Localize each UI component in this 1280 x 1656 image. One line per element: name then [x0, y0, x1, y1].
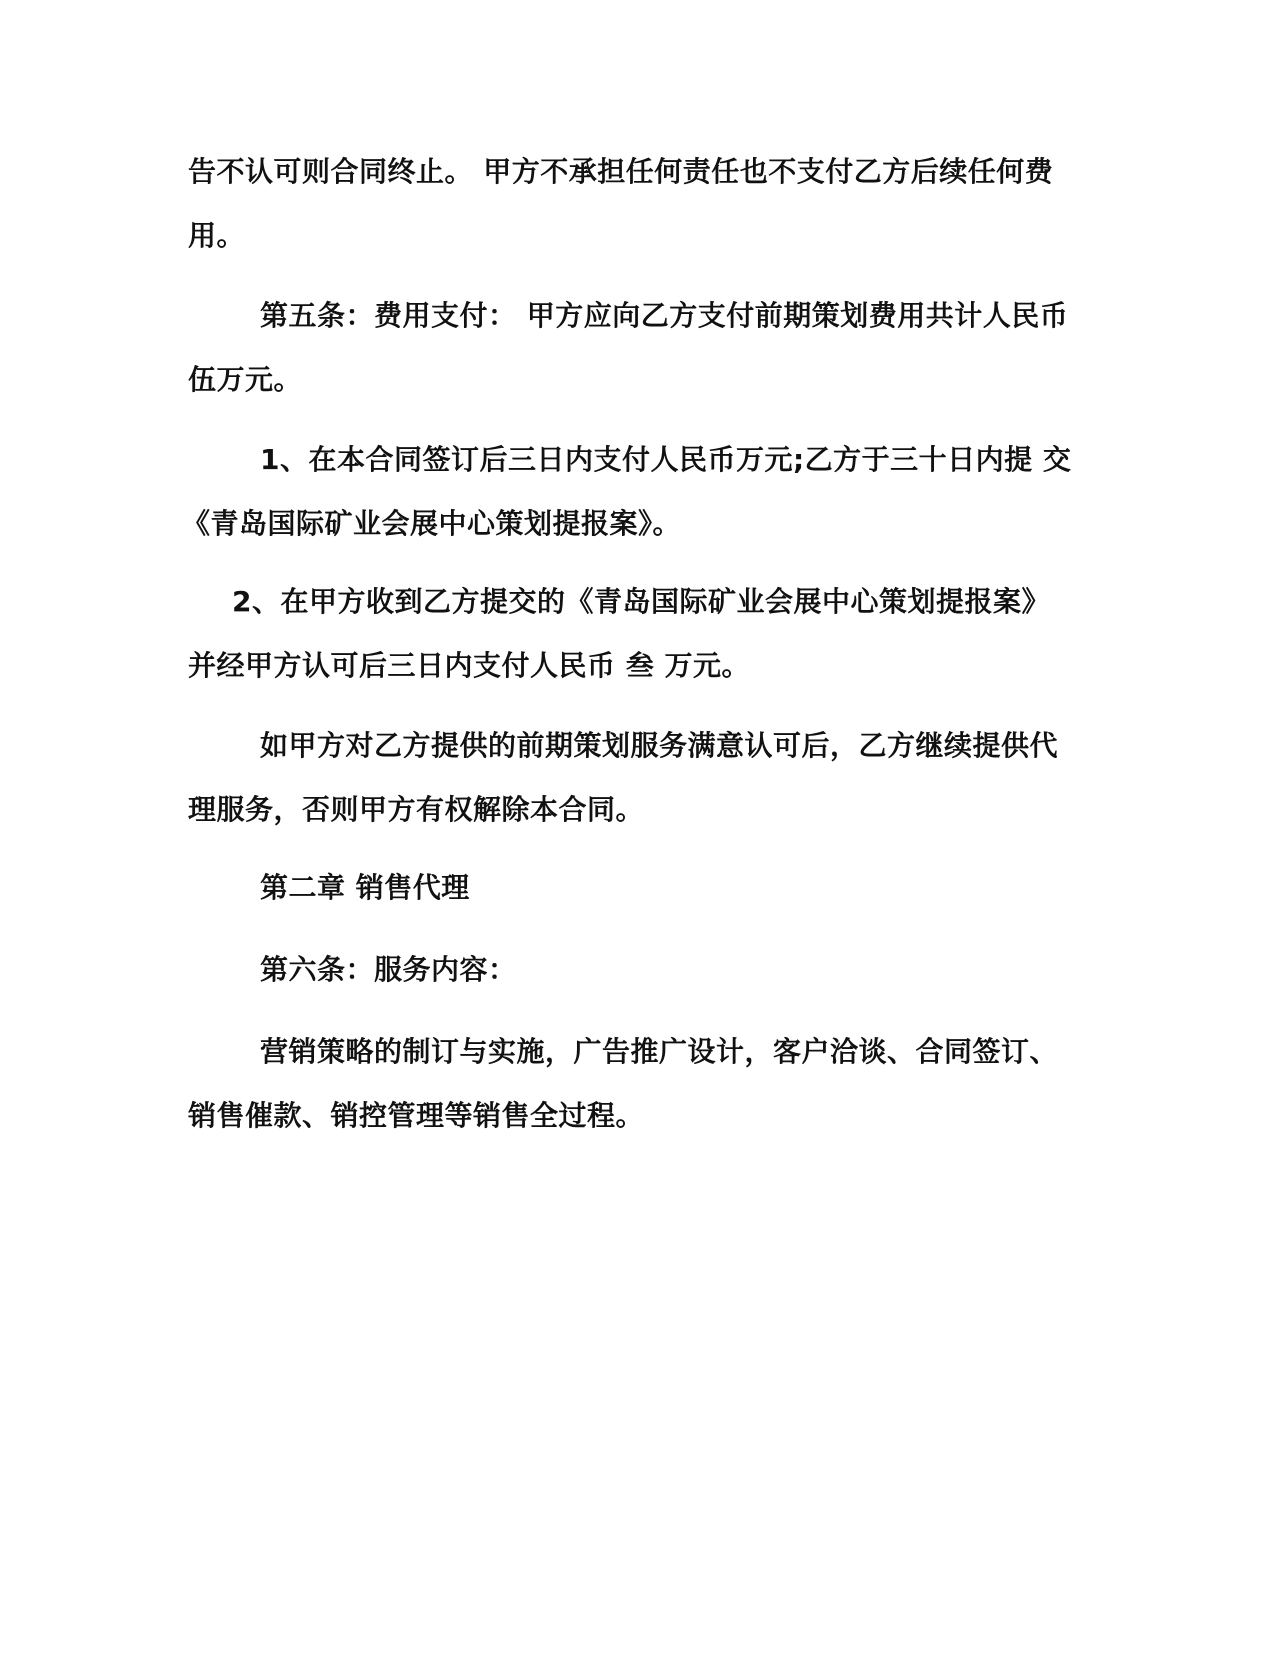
- paragraph-service-content: [188, 1020, 1088, 1148]
- paragraph-line: 销售催款、销控管理等销售全过程。: [188, 1099, 645, 1132]
- paragraph-line: 告不认可则合同终止。 甲方不承担任何责任也不支付乙方后续任何费: [188, 155, 1054, 188]
- paragraph-line: 2、在甲方收到乙方提交的《青岛国际矿业会展中心策划提报案》: [232, 585, 1050, 618]
- paragraph-line: 理服务，否则甲方有权解除本合同。: [188, 793, 645, 826]
- paragraph-article-5-fee-payment: [188, 284, 1088, 412]
- paragraph-line: 伍万元。: [188, 363, 303, 396]
- paragraph-line: 第五条：费用支付： 甲方应向乙方支付前期策划费用共计人民币: [260, 299, 1069, 332]
- paragraph-line: 如甲方对乙方提供的前期策划服务满意认可后，乙方继续提供代: [260, 729, 1059, 762]
- paragraph-line: 营销策略的制订与实施，广告推广设计，客户洽谈、合同签订、: [260, 1035, 1059, 1068]
- paragraph-payment-item-2: [188, 570, 1088, 698]
- paragraph-satisfaction-clause: [188, 714, 1088, 842]
- chapter-2-heading: [188, 856, 1088, 920]
- paragraph-line: 第六条：服务内容：: [260, 953, 517, 986]
- paragraph-line: 1、在本合同签订后三日内支付人民币万元;乙方于三十日内提 交: [260, 443, 1072, 476]
- paragraph-line: 《青岛国际矿业会展中心策划提报案》。: [182, 507, 682, 540]
- paragraph-termination: [188, 140, 1088, 268]
- paragraph-payment-item-1: [182, 428, 1088, 556]
- paragraph-line: 并经甲方认可后三日内支付人民币 叁 万元。: [188, 649, 750, 682]
- paragraph-line: 第二章 销售代理: [260, 871, 470, 904]
- paragraph-line: 用。: [188, 219, 246, 252]
- paragraph-article-6-heading: [188, 938, 1088, 1002]
